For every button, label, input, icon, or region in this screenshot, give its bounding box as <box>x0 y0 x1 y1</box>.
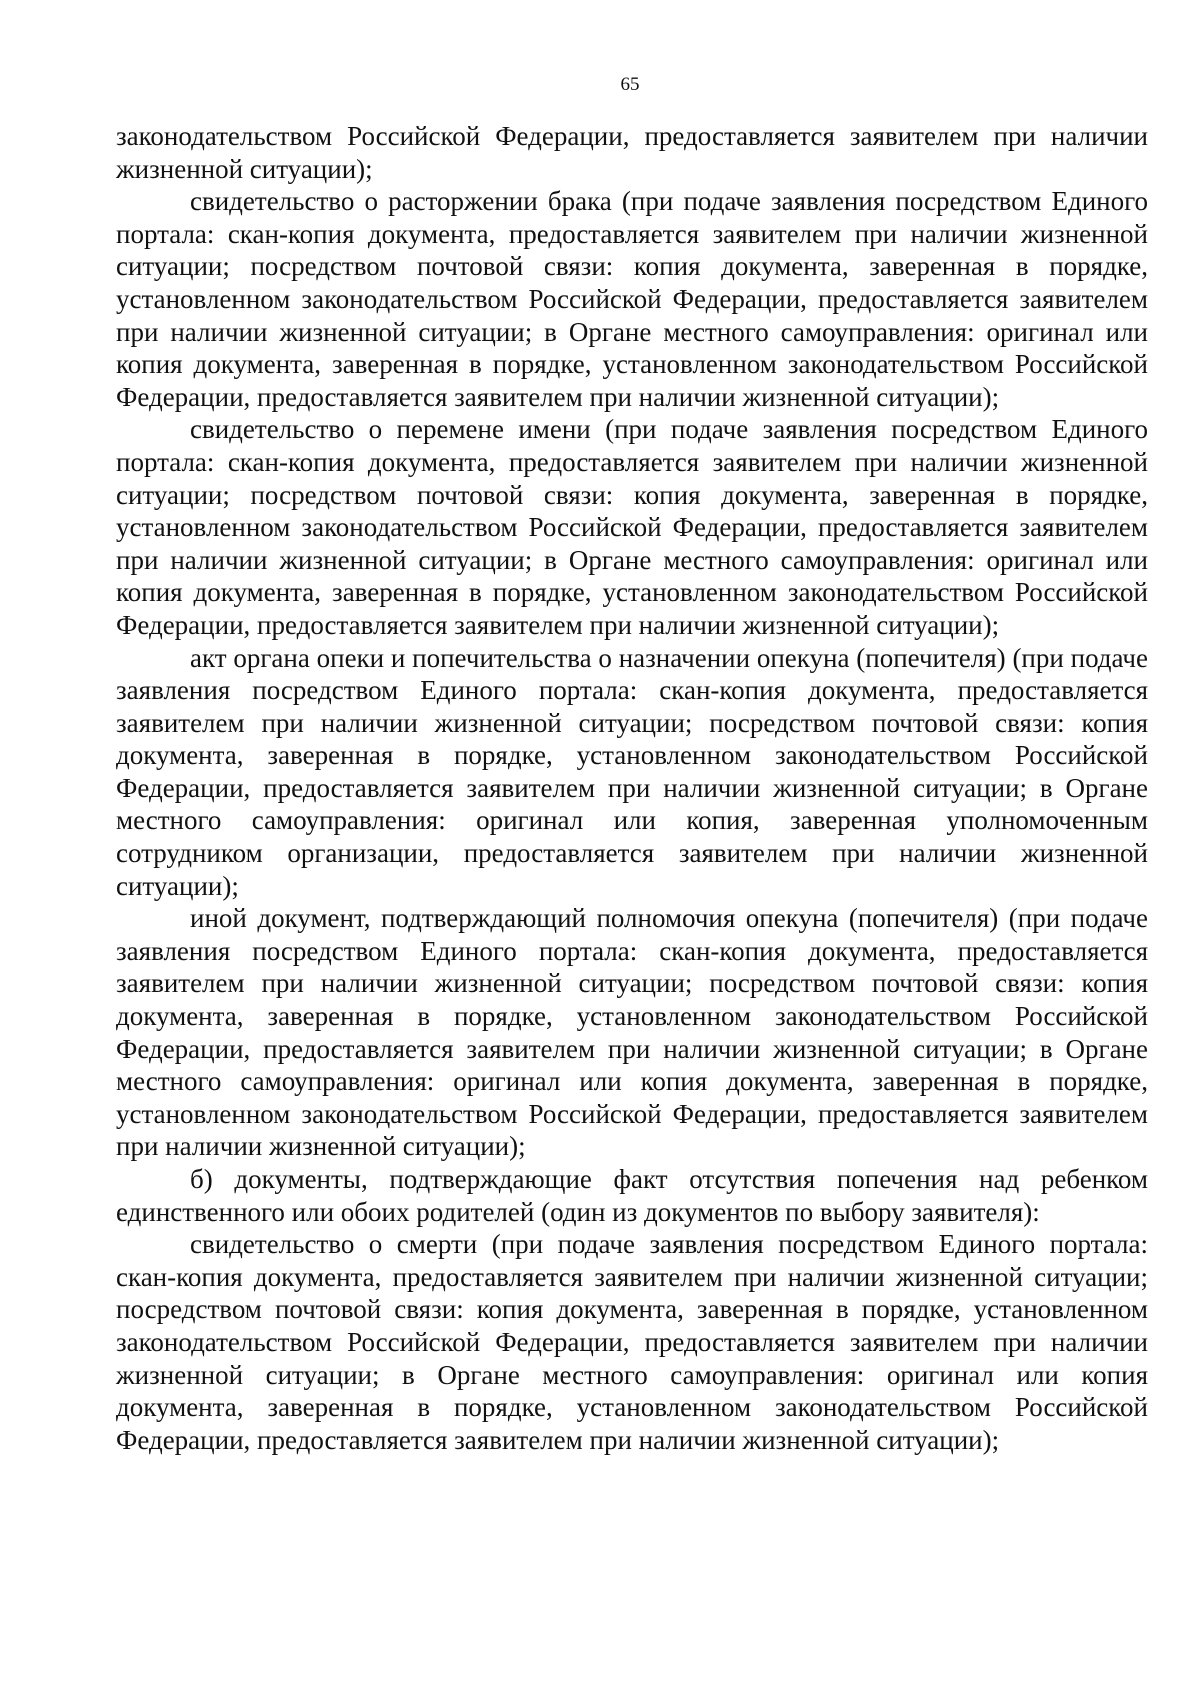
paragraph-death-certificate: свидетельство о смерти (при подаче заявления посредством Единого портала: скан-копия документа, предоставляется заявителем при наличии жизненной ситуации; посредством почтовой связи: копия документа, заверенная в порядке, установленном законодательством Российской Федерации, предоставляется заявителем при наличии жизненной ситуации; в Органе местного самоуправления: оригинал или копия документа, заверенная в порядке, установленном законодательством Российской Федерации, предоставляется заявителем при наличии жизненной ситуации); <box>116 1229 1148 1455</box>
page-number: 65 <box>620 74 640 95</box>
paragraph-guardianship-act: акт органа опеки и попечительства о назначении опекуна (попечителя) (при подаче заявления посредством Единого портала: скан-копия документа, предоставляется заявителем при наличии жизненной ситуации; посредством почтовой связи: копия документа, заверенная в порядке, установленном законодательством Российской Федерации, предоставляется заявителем при наличии жизненной ситуации; в Органе местного самоуправления: оригинал или копия, заверенная уполномоченным сотрудником организации, предоставляется заявителем при наличии жизненной ситуации); <box>116 642 1148 901</box>
paragraph-other-guardian-document: иной документ, подтверждающий полномочия опекуна (попечителя) (при подаче заявления посредством Единого портала: скан-копия документа, предоставляется заявителем при наличии жизненной ситуации; посредством почтовой связи: копия документа, заверенная в порядке, установленном законодательством Российской Федерации, предоставляется заявителем при наличии жизненной ситуации; в Органе местного самоуправления: оригинал или копия документа, заверенная в порядке, установленном законодательством Российской Федерации, предоставляется заявителем при наличии жизненной ситуации); <box>116 903 1148 1162</box>
paragraph-continuation: законодательством Российской Федерации, предоставляется заявителем при наличии жизненной ситуации); <box>116 121 1148 184</box>
paragraph-divorce-certificate: свидетельство о расторжении брака (при подаче заявления посредством Единого портала: скан-копия документа, предоставляется заявителем при наличии жизненной ситуации; посредством почтовой связи: копия документа, заверенная в порядке, установленном законодательством Российской Федерации, предоставляется заявителем при наличии жизненной ситуации; в Органе местного самоуправления: оригинал или копия документа, заверенная в порядке, установленном законодательством Российской Федерации, предоставляется заявителем при наличии жизненной ситуации); <box>116 186 1148 412</box>
document-body <box>116 120 1148 1456</box>
paragraph-section-b: б) документы, подтверждающие факт отсутствия попечения над ребенком единственного или обоих родителей (один из документов по выбору заявителя): <box>116 1164 1148 1227</box>
paragraph-name-change-certificate: свидетельство о перемене имени (при подаче заявления посредством Единого портала: скан-копия документа, предоставляется заявителем при наличии жизненной ситуации; посредством почтовой связи: копия документа, заверенная в порядке, установленном законодательством Российской Федерации, предоставляется заявителем при наличии жизненной ситуации; в Органе местного самоуправления: оригинал или копия документа, заверенная в порядке, установленном законодательством Российской Федерации, предоставляется заявителем при наличии жизненной ситуации); <box>116 414 1148 640</box>
